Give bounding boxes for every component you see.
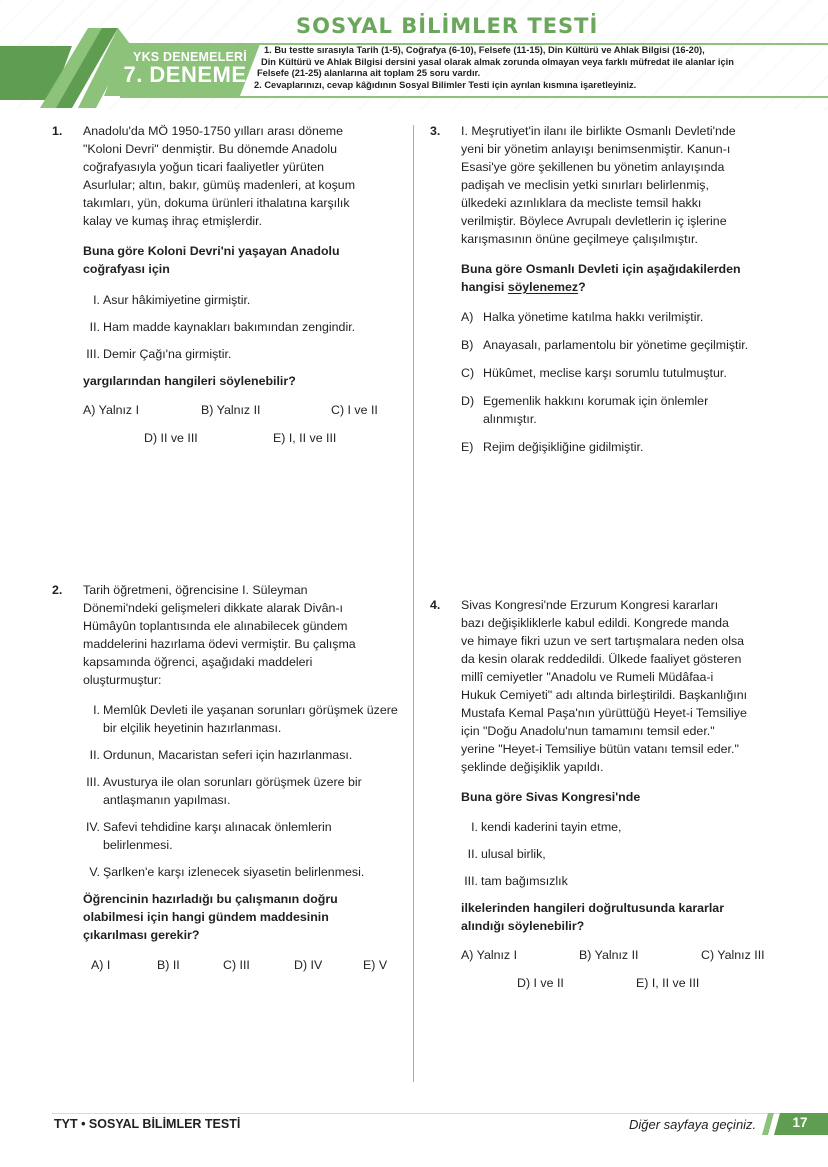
question-number: 2. xyxy=(52,583,63,597)
stem-line: şeklinde değişiklik yapıldı. xyxy=(461,760,604,774)
options-row xyxy=(461,974,811,992)
stem-line: Esasi'ye göre şekillenen bu yönetim anlayışında xyxy=(461,160,725,174)
instruction-line: Felsefe (21-25) alanlarına ait toplam 25 soru vardır. xyxy=(257,68,481,78)
statement-item: I. Asur hâkimiyetine girmiştir. xyxy=(93,293,251,307)
question-number: 4. xyxy=(430,598,441,612)
option-c[interactable]: C) Hükûmet, meclise karşı sorumlu tutulmuştur. xyxy=(461,366,727,380)
option-e[interactable]: E) I, II ve III xyxy=(273,431,337,445)
stem-line: yeni bir yönetim anlayışı benimsenmiştir. Kanun-ı xyxy=(461,142,731,156)
footer-test-name: TYT • SOSYAL BİLİMLER TESTİ xyxy=(54,1117,241,1131)
stem-line: maddelerini hazırlama ödevi vermiştir. Bu çalışma xyxy=(83,637,356,651)
stem-line: ülkedeki azınlıklara da mecliste temsil hakkı xyxy=(461,196,702,210)
instruction-line: Din Kültürü ve Ahlak Bilgisi dersini yasal olarak almak zorunda olmayan veya farklı müfredat ile alanlar için xyxy=(261,56,734,67)
question-line: yargılarından hangileri söylenebilir? xyxy=(83,374,296,388)
stem-line: Asurlular; altın, bakır, gümüş madenleri, at koşum xyxy=(83,178,356,192)
question-line: ilkelerinden hangileri doğrultusunda kararlar xyxy=(461,901,725,915)
prompt-line: Öğrencinin hazırladığı bu çalışmanın doğru xyxy=(83,892,338,906)
option-b[interactable]: B) Anayasalı, parlamentolu bir yönetime geçilmiştir. xyxy=(461,338,749,352)
option-b[interactable]: B) Yalnız II xyxy=(201,403,261,417)
statement-list xyxy=(83,701,403,881)
options-row xyxy=(83,956,403,974)
stem-line: takımları, yün, dokuma ürünleri ithalatına karşılık xyxy=(83,196,350,210)
option-a[interactable]: A) Halka yönetime katılma hakkı verilmiştir. xyxy=(461,310,704,324)
stem-line: oluşturmuştur: xyxy=(83,673,162,687)
prompt-line: olabilmesi için hangi gündem maddesinin xyxy=(83,910,329,924)
stem-line: coğrafyasıyla yoğun ticari faaliyetler yürüten xyxy=(83,160,325,174)
stem-line: padişah ve meclisin yetki sınırları belirlenmiş, xyxy=(461,178,709,192)
column-divider xyxy=(413,125,414,1082)
option-d[interactable]: D) Egemenlik hakkını korumak için önlemler alınmıştır. xyxy=(461,394,709,426)
footer-divider xyxy=(52,1113,818,1114)
prompt-line: Buna göre Koloni Devri'ni yaşayan Anadolu xyxy=(83,244,340,258)
option-d[interactable]: D) I ve II xyxy=(517,976,564,990)
statement-item: III. Avusturya ile olan sorunları görüşmek üzere bir antlaşmanın yapılması. xyxy=(86,775,362,807)
stem-line: yerine "Heyet-i Temsiliye bütün vatanı temsil eder." xyxy=(461,742,739,756)
option-c[interactable]: C) III xyxy=(223,958,250,972)
statement-item: III. tam bağımsızlık xyxy=(464,874,568,888)
stem-line: bazı değişikliklerle kabul edildi. Kongrede manda xyxy=(461,616,729,630)
stem-line: Mustafa Kemal Paşa'nın yürüttüğü Heyet-i Temsiliye xyxy=(461,706,747,720)
option-d[interactable]: D) IV xyxy=(294,958,323,972)
stem-line: "Koloni Devri" denmiştir. Bu dönemde Anadolu xyxy=(83,142,338,156)
series-label: YKS DENEMELERİ xyxy=(133,50,247,64)
statement-item: V. Şarlken'e karşı izlenecek siyasetin belirlenmesi. xyxy=(89,865,365,879)
option-a[interactable]: A) I xyxy=(91,958,111,972)
option-e[interactable]: E) Rejim değişikliğine gidilmiştir. xyxy=(461,440,644,454)
prompt-line: Buna göre Osmanlı Devleti için aşağıdakilerden xyxy=(461,262,741,276)
stem-line: verilmiştir. Böylece Avrupalı devletlerin iç işlerine xyxy=(461,214,727,228)
prompt-line: coğrafyası için xyxy=(83,262,170,276)
stem-line: Dönemi'ndeki gelişmeleri dikkate alarak Divân-ı xyxy=(83,601,343,615)
statement-item: II. Ham madde kaynakları bakımından zengindir. xyxy=(89,320,356,334)
page-number: 17 xyxy=(792,1115,808,1130)
test-instructions xyxy=(254,45,814,91)
option-a[interactable]: A) Yalnız I xyxy=(461,948,518,962)
option-c[interactable]: C) I ve II xyxy=(331,403,378,417)
page-header xyxy=(0,0,828,110)
question-number: 1. xyxy=(52,124,63,138)
stem-line: Hümâyûn toplantısında ele alınabilecek gündem xyxy=(83,619,348,633)
next-page-note: Diğer sayfaya geçiniz. xyxy=(629,1117,757,1132)
statement-item: II. Ordunun, Macaristan seferi için hazırlanması. xyxy=(89,748,353,762)
stem-line: Hukuk Cemiyeti" adı altında birleştirildi. Başkanlığını xyxy=(461,688,748,702)
prompt-line: Buna göre Sivas Kongresi'nde xyxy=(461,790,641,804)
prompt-line: hangisi söylenemez? xyxy=(461,280,586,294)
statement-item: IV. Safevi tehdidine karşı alınacak önlemlerin belirlenmesi. xyxy=(85,820,332,852)
exam-number-label: 7. DENEME xyxy=(123,62,247,87)
options-list xyxy=(461,308,811,456)
statement-list xyxy=(461,818,811,890)
statement-item: I. Memlûk Devleti ile yaşanan sorunları görüşmek üzere bir elçilik heyetinin hazırlanması. xyxy=(93,703,398,735)
stem-line: da kesin olarak reddedildi. Ülkede faaliyet gösteren xyxy=(461,652,742,666)
option-c[interactable]: C) Yalnız III xyxy=(701,948,765,962)
option-e[interactable]: E) I, II ve III xyxy=(636,976,700,990)
options-row xyxy=(461,946,811,964)
instruction-line: 2. Cevaplarınızı, cevap kâğıdının Sosyal Bilimler Testi için ayrılan kısmına işaretleyiniz. xyxy=(254,79,637,90)
question-line: alındığı söylenebilir? xyxy=(461,919,585,933)
option-b[interactable]: B) Yalnız II xyxy=(579,948,639,962)
statement-item: II. ulusal birlik, xyxy=(467,847,546,861)
option-b[interactable]: B) II xyxy=(157,958,180,972)
prompt-line: çıkarılması gerekir? xyxy=(83,928,200,942)
stem-line: kalay ve kumaş ihraç etmişlerdir. xyxy=(83,214,263,228)
option-d[interactable]: D) II ve III xyxy=(144,431,198,445)
stem-line: Anadolu'da MÖ 1950-1750 yılları arası döneme xyxy=(83,124,343,138)
options-row xyxy=(83,401,403,419)
statement-list xyxy=(83,291,403,363)
options-row xyxy=(83,429,403,447)
question-number: 3. xyxy=(430,124,441,138)
stem-line: için "Doğu Anadolu'nun tamamını temsil eder." xyxy=(461,724,715,738)
option-e[interactable]: E) V xyxy=(363,958,388,972)
instruction-line: 1. Bu testte sırasıyla Tarih (1-5), Coğrafya (6-10), Felsefe (11-15), Din Kültürü ve Ahlak Bilgisi (16-20), xyxy=(264,45,705,55)
stem-line: millî cemiyetler "Anadolu ve Rumeli Müdâfaa-i xyxy=(461,670,714,684)
stem-line: I. Meşrutiyet'in ilanı ile birlikte Osmanlı Devleti'nde xyxy=(461,124,736,138)
stem-line: kapsamında öğrenci, aşağıdaki maddeleri xyxy=(83,655,313,669)
statement-item: I. kendi kaderini tayin etme, xyxy=(471,820,622,834)
page-title: SOSYAL BİLİMLER TESTİ xyxy=(296,14,599,38)
statement-item: III. Demir Çağı'na girmiştir. xyxy=(86,347,232,361)
stem-line: ve himaye fikri uzun ve sert tartışmalara neden olsa xyxy=(461,634,745,648)
stem-line: Sivas Kongresi'nde Erzurum Kongresi kararları xyxy=(461,598,719,612)
stem-line: Tarih öğretmeni, öğrencisine I. Süleyman xyxy=(83,583,308,597)
negation-emphasis: söylenemez xyxy=(507,280,579,294)
stem-line: karışmasının önüne geçilmeye çalışılmıştır. xyxy=(461,232,698,246)
option-a[interactable]: A) Yalnız I xyxy=(83,403,140,417)
